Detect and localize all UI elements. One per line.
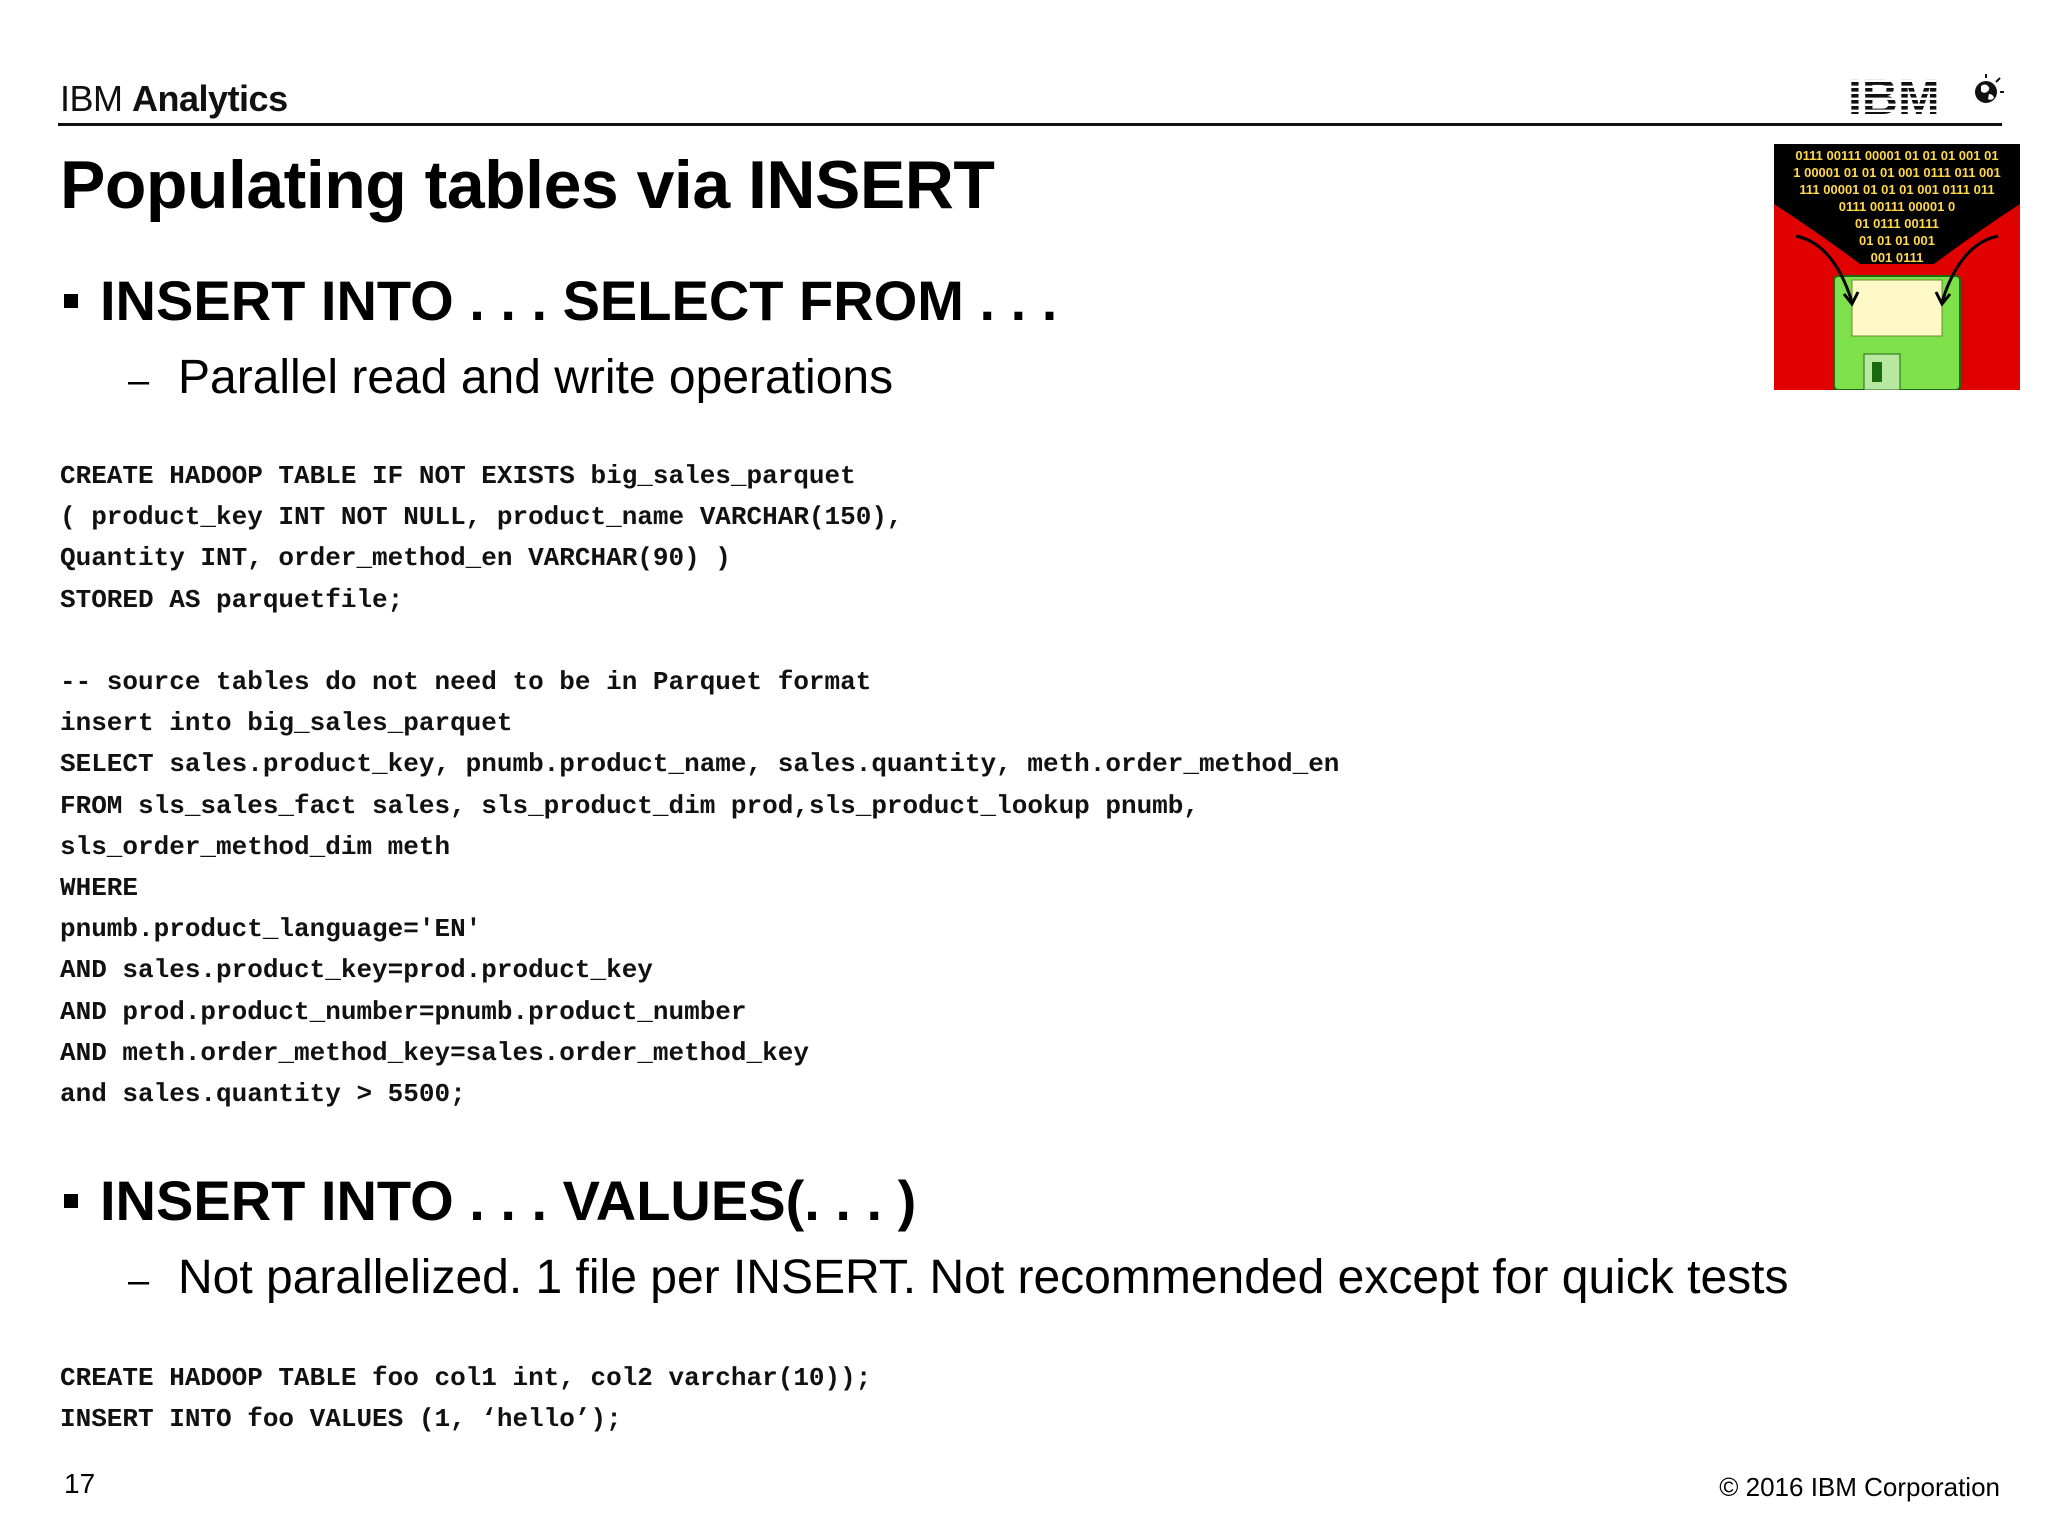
bullet-insert-select-text: INSERT INTO . . . SELECT FROM . . . (100, 269, 1058, 332)
bullet-square-icon (64, 294, 78, 308)
code-line: pnumb.product_language='EN' (60, 914, 482, 945)
code-line: insert into big_sales_parquet (60, 708, 513, 739)
brand-ibm: IBM (60, 78, 123, 119)
bullet-insert-values (64, 1168, 916, 1233)
ibm-logo-icon (1846, 70, 2006, 120)
bullet-insert-values-text: INSERT INTO . . . VALUES(. . . ) (100, 1169, 917, 1232)
sub-bullet-parallel (128, 350, 893, 405)
dash-marker: – (128, 1260, 150, 1302)
code-line: WHERE (60, 873, 139, 904)
sub-bullet-not-parallel-text: Not parallelized. 1 file per INSERT. Not recommended except for quick tests (178, 1251, 1789, 1304)
sub-bullet-not-parallel (128, 1250, 1789, 1305)
ibm-logo-text: IBM (1848, 70, 1940, 120)
code-line: Quantity INT, order_method_en VARCHAR(90) ) (60, 543, 731, 574)
code-line: AND sales.product_key=prod.product_key (60, 955, 653, 986)
code-line: AND prod.product_number=pnumb.product_number (60, 996, 747, 1027)
code-line: AND meth.order_method_key=sales.order_method_key (60, 1037, 809, 1068)
code-line: SELECT sales.product_key, pnumb.product_name, sales.quantity, meth.order_method_en (60, 749, 1340, 780)
code-block-insert-values (60, 1358, 871, 1440)
bullet-square-icon (64, 1194, 78, 1208)
binary-line: 01 0111 00111 (1855, 216, 1939, 231)
floppy-disk-icon (1834, 276, 1960, 390)
binary-line: 111 00001 01 01 01 001 0111 011 (1799, 182, 1995, 197)
floppy-disk-illustration (1774, 144, 2020, 390)
globe-icon (1975, 74, 2004, 103)
binary-line: 0111 00111 00001 01 01 01 001 01 (1795, 148, 1999, 163)
slide-title: Populating tables via INSERT (60, 147, 995, 223)
code-line: CREATE HADOOP TABLE IF NOT EXISTS big_sales_parquet (60, 461, 856, 491)
brand-analytics: Analytics (132, 78, 288, 119)
sub-bullet-parallel-text: Parallel read and write operations (178, 351, 894, 404)
binary-line: 001 0111 (1870, 250, 1924, 265)
page-number: 17 (64, 1468, 96, 1499)
header-divider (58, 123, 2002, 126)
code-line: CREATE HADOOP TABLE foo col1 int, col2 varchar(10)); (60, 1363, 872, 1393)
code-line: INSERT INTO foo VALUES (1, ‘hello’); (60, 1404, 622, 1435)
code-line: sls_order_method_dim meth (60, 831, 451, 862)
code-line: STORED AS parquetfile; (60, 584, 404, 615)
code-block-insert-select (60, 456, 1339, 1115)
copyright-notice: © 2016 IBM Corporation (1719, 1472, 2000, 1502)
brand-wordmark (60, 78, 288, 120)
code-line: ( product_key INT NOT NULL, product_name VARCHAR(150), (60, 502, 903, 533)
code-line: -- source tables do not need to be in Parquet format (60, 667, 872, 698)
code-line: and sales.quantity > 5500; (60, 1079, 466, 1110)
bullet-insert-select (64, 268, 1057, 333)
binary-line: 01 01 01 001 (1859, 233, 1935, 248)
binary-line: 0111 00111 00001 0 (1838, 199, 1956, 214)
dash-marker: – (128, 360, 150, 402)
code-line: FROM sls_sales_fact sales, sls_product_dim prod,sls_product_lookup pnumb, (60, 790, 1199, 821)
binary-line: 1 00001 01 01 01 001 0111 011 001 (1793, 165, 2001, 180)
